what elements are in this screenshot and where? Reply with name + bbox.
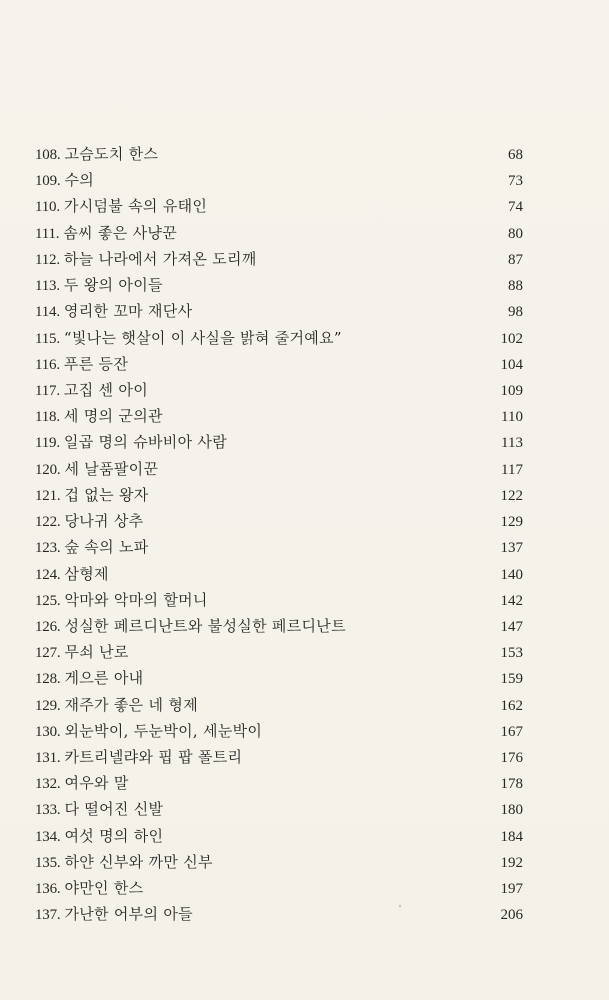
toc-entry-page: 104 bbox=[500, 356, 523, 373]
toc-entry-label bbox=[35, 403, 163, 430]
toc-entry-title: 영리한 꼬마 재단사 bbox=[63, 302, 193, 321]
toc-entry bbox=[35, 272, 523, 298]
toc-entry-label bbox=[35, 534, 149, 561]
toc-entry-label bbox=[35, 849, 213, 876]
toc-entry-number: 128. bbox=[35, 671, 61, 688]
toc-entry-label bbox=[35, 298, 192, 325]
toc-entry-title: 일곱 명의 슈바비아 사람 bbox=[63, 433, 228, 452]
toc-entry-title: 겁 없는 왕자 bbox=[64, 485, 149, 504]
toc-entry bbox=[35, 508, 523, 534]
toc-entry bbox=[35, 403, 523, 429]
toc-entry-title: 악마와 악마의 할머니 bbox=[64, 590, 208, 609]
toc-entry bbox=[35, 823, 523, 849]
toc-entry bbox=[35, 665, 523, 691]
toc-entry-label bbox=[35, 613, 346, 640]
toc-entry-page: 140 bbox=[500, 566, 523, 583]
toc-entry bbox=[35, 193, 523, 219]
toc-entry-label bbox=[35, 482, 149, 509]
toc-entry-label bbox=[35, 246, 257, 273]
toc-entry-label bbox=[35, 770, 129, 797]
toc-entry bbox=[35, 429, 523, 455]
toc-entry-title: 여섯 명의 하인 bbox=[64, 826, 164, 845]
toc-entry-page: 197 bbox=[500, 881, 523, 898]
toc-entry-number: 125. bbox=[35, 592, 61, 609]
toc-entry-number: 133. bbox=[35, 802, 61, 819]
toc-entry-label bbox=[35, 665, 143, 692]
toc-entry-number: 122. bbox=[35, 514, 61, 531]
toc-entry-title: 두 왕의 아이들 bbox=[63, 276, 163, 295]
toc-entry-number: 119. bbox=[35, 435, 60, 452]
toc-entry-number: 132. bbox=[35, 776, 61, 793]
toc-entry-number: 117. bbox=[35, 382, 60, 399]
toc-entry-title: 게으른 아내 bbox=[64, 669, 144, 688]
toc-entry bbox=[35, 718, 523, 744]
toc-entry-title: 당나귀 상추 bbox=[64, 512, 144, 531]
toc-entry-label bbox=[35, 823, 163, 850]
toc-entry-title: 삼형제 bbox=[64, 564, 109, 583]
toc-entry-number: 113. bbox=[35, 278, 60, 295]
toc-entry-label bbox=[35, 508, 143, 535]
toc-entry-number: 114. bbox=[35, 304, 60, 321]
toc-entry-page: 137 bbox=[500, 540, 523, 557]
toc-entry-page: 159 bbox=[500, 671, 523, 688]
toc-entry-title: 솜씨 좋은 사냥꾼 bbox=[63, 223, 178, 242]
toc-entry-title: 수의 bbox=[64, 171, 95, 190]
toc-entry bbox=[35, 456, 523, 482]
toc-entry-label bbox=[35, 796, 163, 823]
toc-entry-title: 외눈박이, 두눈박이, 세눈박이 bbox=[64, 721, 263, 740]
toc-entry-label bbox=[35, 744, 242, 771]
toc-entry-number: 126. bbox=[35, 618, 61, 635]
toc-entry-label bbox=[35, 718, 262, 745]
table-of-contents bbox=[35, 141, 523, 928]
toc-entry-page: 129 bbox=[500, 514, 523, 531]
toc-entry-page: 192 bbox=[500, 854, 523, 871]
toc-entry-label bbox=[35, 351, 128, 378]
toc-entry-page: 68 bbox=[508, 147, 523, 163]
toc-entry bbox=[35, 639, 523, 665]
toc-entry bbox=[35, 141, 523, 167]
toc-entry-label bbox=[35, 377, 148, 404]
toc-entry bbox=[35, 692, 523, 718]
toc-entry-page: 167 bbox=[500, 723, 523, 740]
toc-entry-number: 108. bbox=[35, 147, 61, 163]
toc-entry bbox=[35, 770, 523, 796]
toc-entry-page: 98 bbox=[508, 304, 523, 321]
toc-entry-title: 고집 센 아이 bbox=[63, 380, 148, 399]
toc-entry-page: 80 bbox=[508, 225, 523, 242]
toc-entry-title: 가시덤불 속의 유태인 bbox=[63, 197, 208, 216]
toc-entry-number: 131. bbox=[35, 750, 61, 767]
toc-entry-page: 88 bbox=[508, 278, 523, 295]
toc-entry-label bbox=[35, 272, 163, 299]
toc-entry bbox=[35, 534, 523, 560]
toc-entry bbox=[35, 482, 523, 508]
toc-entry-page: 142 bbox=[500, 592, 523, 609]
toc-entry-number: 120. bbox=[35, 461, 61, 478]
toc-entry-label bbox=[35, 220, 177, 247]
toc-entry-number: 116. bbox=[35, 356, 60, 373]
toc-entry-title: 푸른 등잔 bbox=[63, 354, 129, 373]
toc-entry-label bbox=[35, 167, 94, 194]
toc-entry-number: 115. bbox=[35, 330, 60, 347]
toc-entry-page: 109 bbox=[500, 382, 523, 399]
toc-entry-title: 하얀 신부와 까만 신부 bbox=[64, 852, 213, 871]
toc-entry-title: 하늘 나라에서 가져온 도리깨 bbox=[63, 249, 257, 268]
toc-entry bbox=[35, 220, 523, 246]
toc-entry-page: 178 bbox=[500, 776, 523, 793]
toc-entry-title: 고슴도치 한스 bbox=[64, 145, 159, 163]
toc-entry-title: 재주가 좋은 네 형제 bbox=[64, 695, 198, 714]
toc-entry bbox=[35, 613, 523, 639]
paper-speck bbox=[399, 905, 401, 907]
toc-entry-number: 136. bbox=[35, 881, 61, 898]
toc-entry-page: 147 bbox=[500, 618, 523, 635]
toc-entry-number: 124. bbox=[35, 566, 61, 583]
toc-entry bbox=[35, 246, 523, 272]
toc-entry-label bbox=[35, 141, 158, 168]
toc-entry-title: 세 명의 군의관 bbox=[63, 407, 163, 426]
toc-entry bbox=[35, 875, 523, 901]
toc-entry-page: 180 bbox=[500, 802, 523, 819]
toc-entry-label bbox=[35, 692, 198, 719]
toc-entry-number: 109. bbox=[35, 173, 61, 190]
toc-entry-title: 여우와 말 bbox=[64, 774, 129, 793]
toc-entry-number: 134. bbox=[35, 828, 61, 845]
toc-entry bbox=[35, 325, 523, 351]
toc-entry-page: 73 bbox=[508, 173, 523, 190]
toc-entry-number: 123. bbox=[35, 540, 61, 557]
toc-entry-label bbox=[35, 193, 207, 220]
toc-entry-page: 122 bbox=[500, 487, 523, 504]
toc-entry-label bbox=[35, 456, 158, 483]
toc-entry bbox=[35, 377, 523, 403]
toc-entry-number: 129. bbox=[35, 697, 61, 714]
toc-entry-number: 121. bbox=[35, 487, 61, 504]
toc-entry bbox=[35, 587, 523, 613]
toc-entry-number: 111. bbox=[35, 225, 60, 242]
toc-entry bbox=[35, 901, 523, 927]
toc-entry-page: 74 bbox=[508, 199, 523, 216]
toc-entry-number: 137. bbox=[35, 907, 61, 924]
toc-entry bbox=[35, 298, 523, 324]
toc-entry bbox=[35, 744, 523, 770]
toc-entry-label bbox=[35, 429, 227, 456]
toc-entry bbox=[35, 561, 523, 587]
toc-entry-page: 110 bbox=[501, 409, 523, 426]
toc-entry-title: 가난한 어부의 아들 bbox=[64, 905, 193, 924]
toc-entry-number: 130. bbox=[35, 723, 61, 740]
toc-entry bbox=[35, 849, 523, 875]
toc-entry-page: 184 bbox=[500, 828, 523, 845]
toc-entry-title: 성실한 페르디난트와 불성실한 페르디난트 bbox=[64, 616, 346, 635]
toc-entry bbox=[35, 351, 523, 377]
toc-entry-title: 세 날품팔이꾼 bbox=[64, 459, 159, 478]
toc-entry-title: 숲 속의 노파 bbox=[64, 538, 149, 557]
toc-entry-label bbox=[35, 561, 109, 588]
toc-entry-title: 다 떨어진 신발 bbox=[64, 800, 164, 819]
toc-entry-label bbox=[35, 639, 129, 666]
toc-entry-number: 127. bbox=[35, 645, 61, 662]
toc-entry-label bbox=[35, 901, 193, 928]
toc-entry bbox=[35, 796, 523, 822]
toc-entry-number: 118. bbox=[35, 409, 60, 426]
toc-entry-title: 야만인 한스 bbox=[64, 879, 144, 898]
toc-entry-number: 135. bbox=[35, 854, 61, 871]
toc-entry-page: 206 bbox=[500, 907, 523, 924]
toc-entry-page: 176 bbox=[500, 750, 523, 767]
toc-entry-page: 153 bbox=[500, 645, 523, 662]
toc-entry-page: 102 bbox=[500, 330, 523, 347]
toc-entry-page: 87 bbox=[508, 251, 523, 268]
toc-entry-label bbox=[35, 325, 342, 352]
toc-entry-number: 110. bbox=[35, 199, 60, 216]
toc-entry-title: 무쇠 난로 bbox=[64, 643, 129, 662]
toc-entry-label bbox=[35, 587, 208, 614]
toc-entry bbox=[35, 167, 523, 193]
toc-entry-title: “빛나는 햇살이 이 사실을 밝혀 줄거예요” bbox=[63, 328, 342, 347]
toc-entry-label bbox=[35, 875, 143, 902]
toc-entry-page: 113 bbox=[501, 435, 523, 452]
toc-entry-page: 162 bbox=[500, 697, 523, 714]
toc-entry-number: 112. bbox=[35, 251, 60, 268]
toc-entry-title: 카트리넬랴와 핍 팝 폴트리 bbox=[64, 748, 243, 767]
toc-entry-page: 117 bbox=[501, 461, 523, 478]
